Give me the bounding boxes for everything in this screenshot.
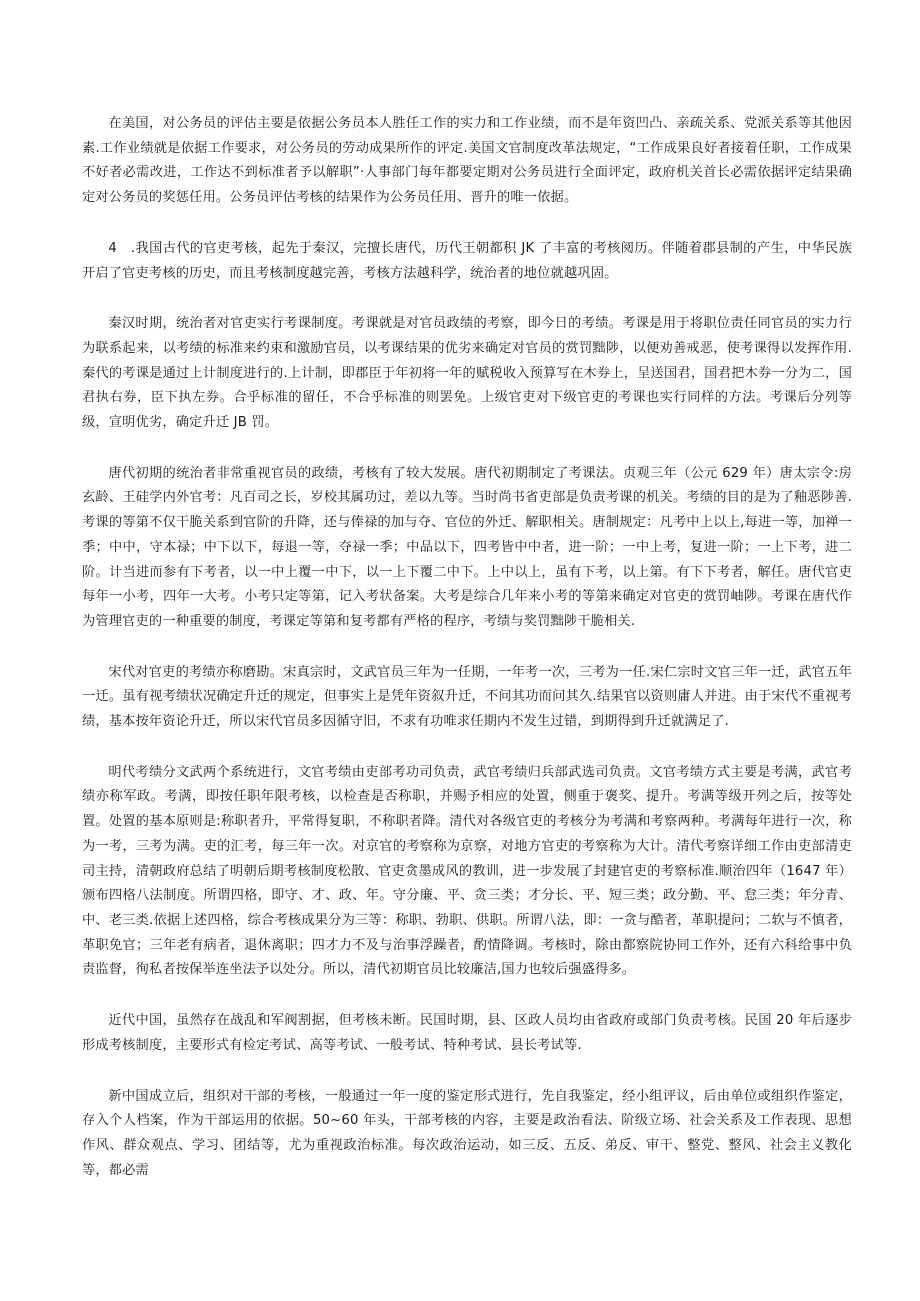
paragraph-qin-han-period: 秦汉时期，统治者对官吏实行考课制度。考课就是对官员政绩的考察，即今日的考绩。考课是用于将职位责任同官员的实力行为联系起来，以考绩的标准来约束和激励官员，以考课结果的优劣来确定对官员的赏罚黜陟，以便劝善戒恶，使考课得以发挥作用.秦代的考课是通过上计制度进行的.上计制，即郡臣于年初将一年的赋税收入预算写在木券上，呈送国君，国君把木券一分为二，国君执右券，臣下执左券。合乎标准的留任，不合乎标准的则罢免。上级官吏对下级官吏的考课也实行同样的方法。考课后分列等级，宣明优劣，确定升迁 JB 罚。 [82,316,852,431]
paragraph-ancient-official-assessment: 4 .我国古代的官吏考核，起先于秦汉，完擅长唐代，历代王朝都积 JK 了丰富的考核阅历。伴随着郡县制的产生，中华民族开启了官吏考核的历史，而且考核制度越完善，考核方法越科学，统治者的地位就越巩固。 [82,240,852,281]
paragraph-tang-dynasty: 唐代初期的统治者非常重视官员的政绩，考核有了较大发展。唐代初期制定了考课法。贞观三年（公元 629 年）唐太宗令:房玄龄、王硅学内外官考：凡百司之长，岁校其属功过，差以九等。当时尚书省吏部是负责考课的机关。考绩的目的是为了釉恶陟善.考课的等第不仅干脆关系到官阶的升降，还与俸禄的加与夺、官位的外迁、解职相关。唐制规定：凡考中上以上,每进一等，加禅一季；中中，守本禄；中下以下，每退一等，夺禄一季；中品以下，四考皆中中者，进一阶；一中上考，复进一阶；一上下考，进二阶。计当进而参有下考者，以一中上覆一中下，以一上下覆二中下。上中以上，虽有下考，以上第。有下下考者，解任。唐代官吏每年一小考，四年一大考。小考只定等第，记入考状备案。大考是综合几年来小考的等第来确定对官吏的赏罚岫陟。考课在唐代作为管理官吏的一种重要的制度，考课定等第和复考都有严格的程序，考绩与奖罚黜陟干脆相关. [82,465,852,629]
paragraph-ming-qing-dynasty: 明代考绩分文武两个系统进行，文官考绩由吏部考功司负责，武官考绩归兵部武选司负责。文官考绩方式主要是考满，武官考绩亦称军政。考满，即按任职年限考核，以检查是否称职，并赐予相应的处置，侧重于褒奖、提升。考满等级开列之后，按等处置。处置的基本原则是:称职者升，平常得复职，不称职者降。清代对各级官吏的考核分为考满和考察两种。考满每年进行一次，称为一考，三考为满。吏的汇考，每三年一次。对京官的考察称为京察，对地方官吏的考察称为大计。清代考察详细工作由吏部清吏司主持，清朝政府总结了明朝后期考核制度松散、官吏贪墨成风的教训，进一步发展了封建官吏的考察标准.顺治四年（1647 年）颁布四格八法制度。所谓四格，即守、才、政、年。守分廉、平、贪三类；才分长、平、短三类；政分勤、平、怠三类；年分青、中、老三类.依据上述四格，综合考核成果分为三等：称职、勃职、供职。所谓八法，即：一贪与酷者，革职提问；二软与不慎者，革职免官；三年老有病者，退休离职；四才力不及与治事浮躁者，酌情降调。考核时，除由都察院协同工作外，还有六科给事中负责监督，徇私者按保举连坐法予以处分。所以，清代初期官员比较廉洁,国力也较后强盛得多。 [82,764,852,978]
paragraph-us-civil-servant-evaluation: 在美国，对公务员的评估主要是依据公务员本人胜任工作的实力和工作业绩，而不是年资凹凸、亲疏关系、党派关系等其他因素.工作业绩就是依据工作要求，对公务员的劳动成果所作的评定.美国文官制度改革法规定，“工作成果良好者接着任职，工作成果不好者必需改进，工作达不到标准者予以解职”·人事部门每年都要定期对公务员进行全面评定，政府机关首长必需依据评定结果确定对公务员的奖惩任用。公务员评估考核的结果作为公务员任用、晋升的唯一依据。 [82,116,852,206]
paragraph-new-china: 新中国成立后，组织对干部的考核，一般通过一年一度的鉴定形式进行，先自我鉴定，经小组评议，后由单位或组织作鉴定，存入个人档案，作为干部运用的依据。50~60 年头，干部考核的内容，主要是政治看法、阶级立场、社会关系及工作表现、思想作风、群众观点、学习、团结等，尤为重视政治标准。每次政治运动，如三反、五反、弟反、审干、整党、整风、社会主义教化等，都必需 [82,1088,852,1178]
document-page [82,112,852,1209]
paragraph-modern-china: 近代中国，虽然存在战乱和军阀割据，但考核未断。民国时期，县、区政人员均由省政府或部门负责考核。民国 20 年后逐步形成考核制度，主要形式有检定考试、高等考试、一般考试、特种考试、县长考试等. [82,1013,852,1053]
paragraph-song-dynasty: 宋代对官吏的考绩亦称磨勘。宋真宗时，文武官员三年为一任期，一年考一次，三考为一任.宋仁宗时文官三年一迁，武官五年一迁。虽有视考绩状况确定升迁的规定，但事实上是凭年资叙升迁，不问其功而问其久.结果官以资则庸人并进。由于宋代不重视考绩，基本按年资论升迁，所以宋代官员多因循守旧，不求有功唯求任期内不发生过错，到期得到升迁就满足了. [82,664,852,730]
